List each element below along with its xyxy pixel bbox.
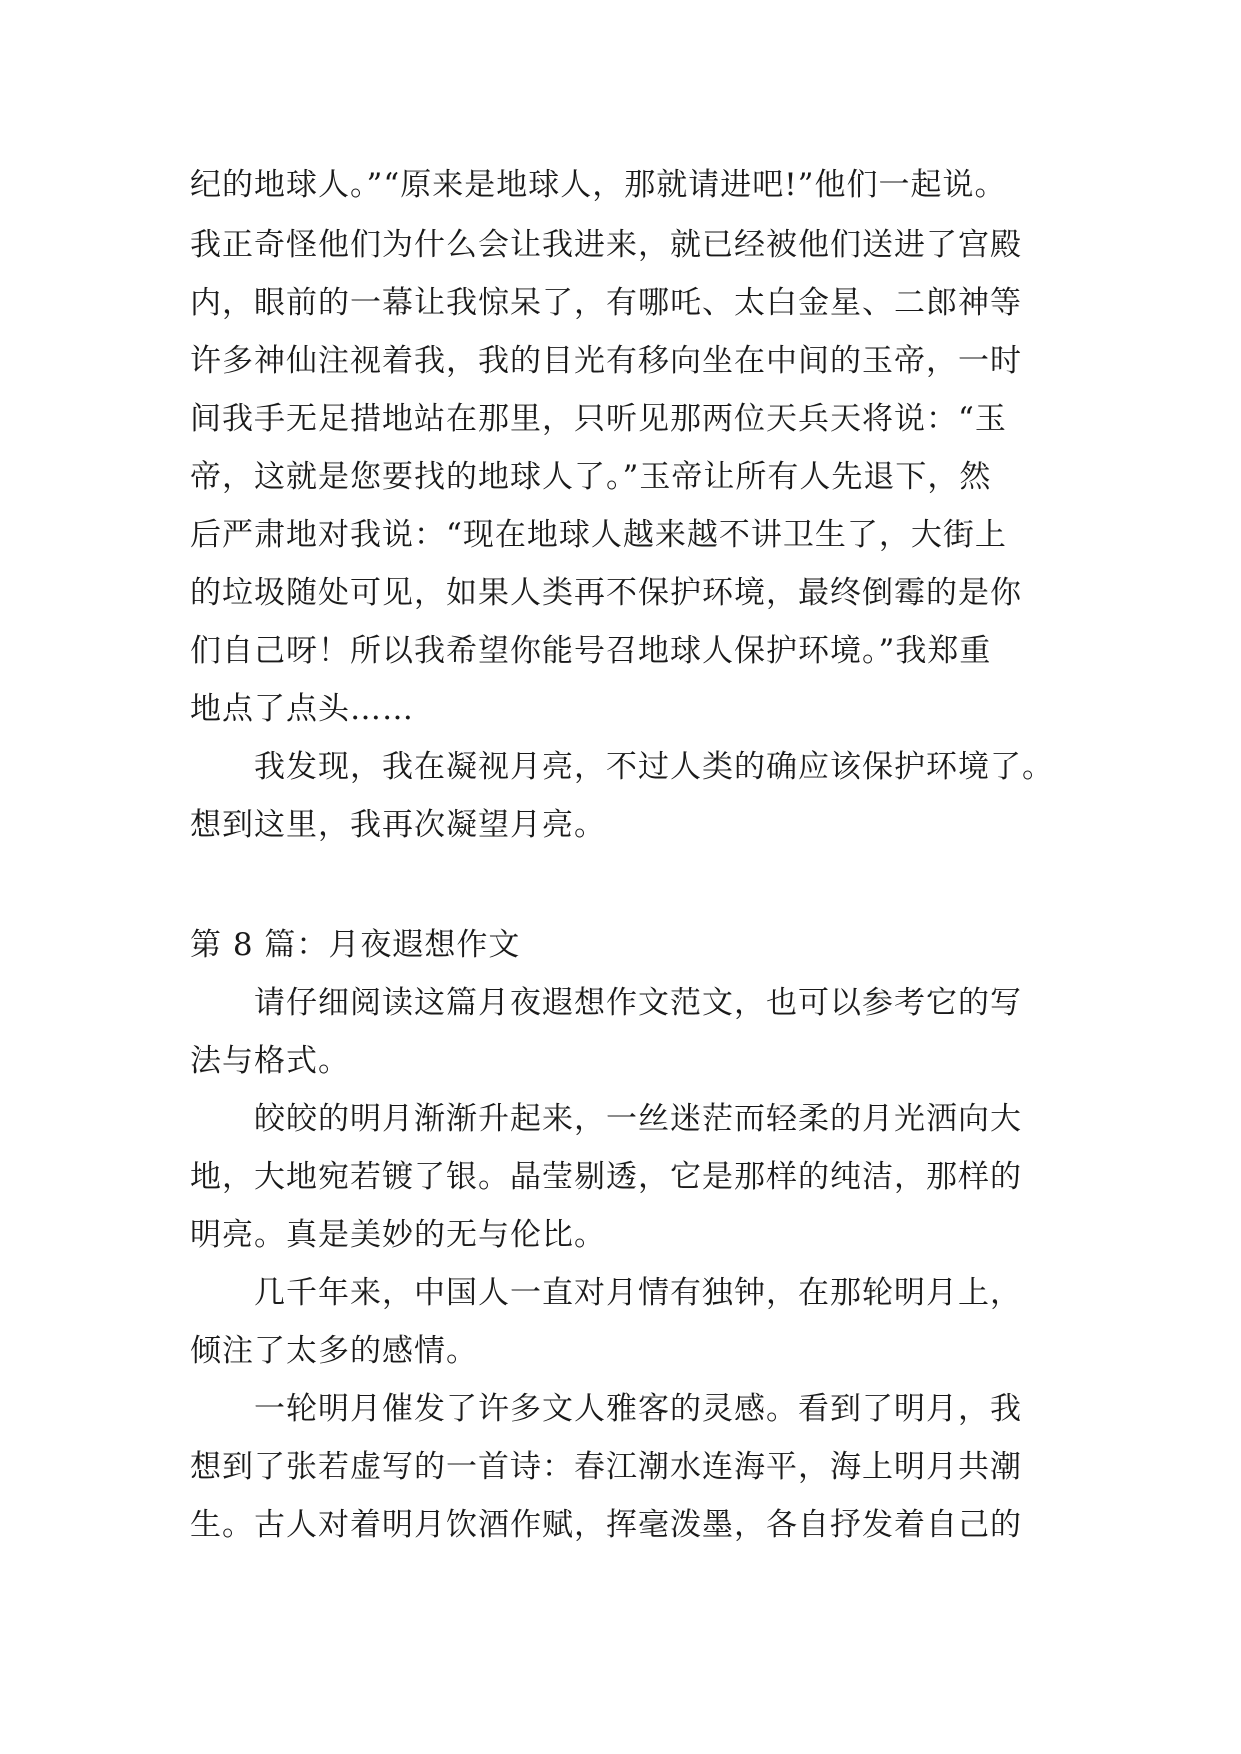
- section-heading: 第 8 篇：月夜遐想作文: [190, 927, 521, 963]
- text-line: 想到了张若虚写的一首诗：春江潮水连海平，海上明月共潮: [190, 1449, 1022, 1485]
- paragraph-first-line: 皎皎的明月渐渐升起来，一丝迷茫而轻柔的月光洒向大: [254, 1101, 1022, 1137]
- text-line: 地，大地宛若镀了银。晶莹剔透，它是那样的纯洁，那样的: [190, 1159, 1022, 1195]
- text-line: 的垃圾随处可见，如果人类再不保护环境，最终倒霉的是你: [190, 575, 1022, 611]
- text-line: 后严肃地对我说：“现在地球人越来越不讲卫生了，大街上: [190, 517, 1007, 553]
- text-line: 内，眼前的一幕让我惊呆了，有哪吒、太白金星、二郎神等: [190, 285, 1022, 321]
- paragraph-first-line: 一轮明月催发了许多文人雅客的灵感。看到了明月，我: [254, 1391, 1022, 1427]
- text-line: 倾注了太多的感情。: [190, 1333, 478, 1369]
- text-line: 帝，这就是您要找的地球人了。”玉帝让所有人先退下，然: [190, 459, 992, 495]
- text-line: 纪的地球人。”“原来是地球人，那就请进吧!”他们一起说。: [190, 167, 1007, 203]
- text-line: 们自己呀！所以我希望你能号召地球人保护环境。”我郑重: [190, 633, 992, 669]
- text-line: 间我手无足措地站在那里，只听见那两位天兵天将说：“玉: [190, 401, 1007, 437]
- paragraph-first-line: 请仔细阅读这篇月夜遐想作文范文，也可以参考它的写: [254, 985, 1022, 1021]
- text-line: 许多神仙注视着我，我的目光有移向坐在中间的玉帝，一时: [190, 343, 1022, 379]
- text-line: 法与格式。: [190, 1043, 350, 1079]
- text-line: 生。古人对着明月饮酒作赋，挥毫泼墨，各自抒发着自己的: [190, 1507, 1022, 1543]
- paragraph-first-line: 我发现，我在凝视月亮，不过人类的确应该保护环境了。: [254, 749, 1054, 785]
- text-line: 地点了点头……: [190, 691, 414, 727]
- paragraph-first-line: 几千年来，中国人一直对月情有独钟，在那轮明月上，: [254, 1275, 1022, 1311]
- text-line: 我正奇怪他们为什么会让我进来，就已经被他们送进了宫殿: [190, 227, 1022, 263]
- text-line: 明亮。真是美妙的无与伦比。: [190, 1217, 606, 1253]
- text-line: 想到这里，我再次凝望月亮。: [190, 807, 606, 843]
